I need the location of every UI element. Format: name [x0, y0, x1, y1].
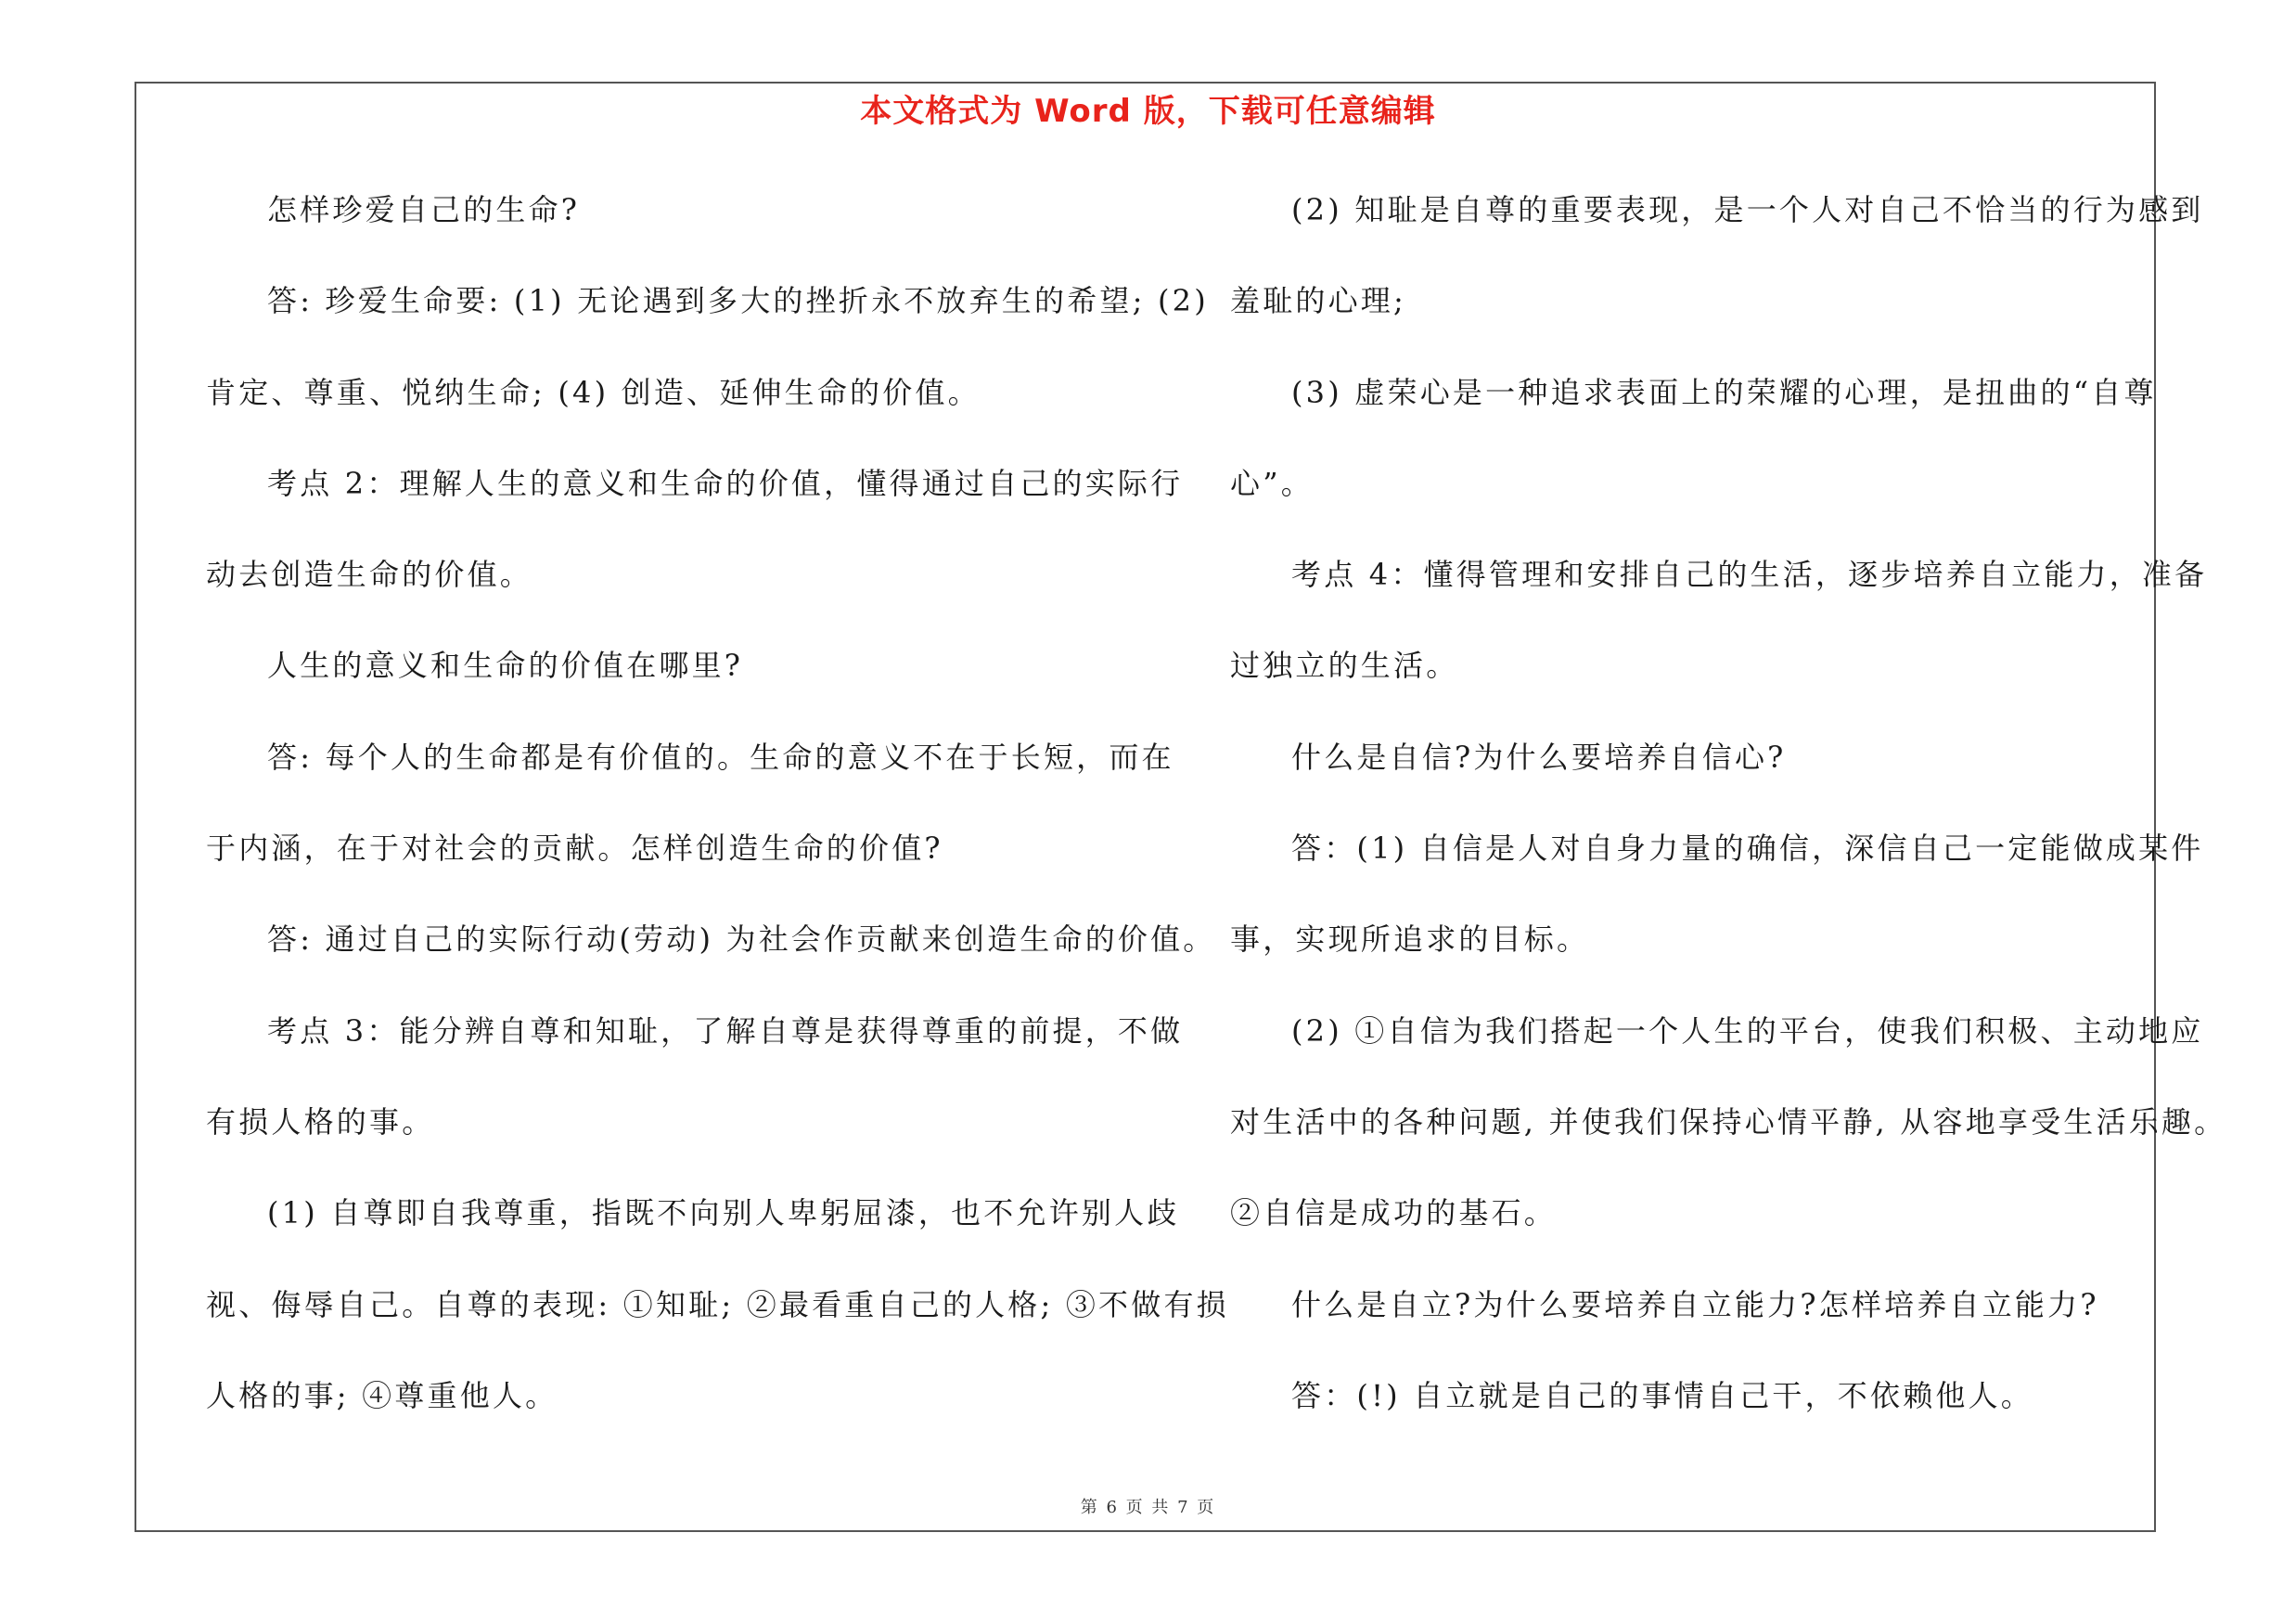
text-line: 答: 通过自己的实际行动(劳动) 为社会作贡献来创造生命的价值。: [267, 921, 1216, 958]
text-line: 考点 2：理解人生的意义和生命的价值，懂得通过自己的实际行: [267, 465, 1184, 501]
text-line: 答: 珍爱生命要: (1) 无论遇到多大的挫折永不放弃生的希望; (2): [267, 283, 1209, 319]
text-line: 怎样珍爱自己的生命?: [267, 192, 581, 227]
text-line: 视、侮辱自己。自尊的表现: ①知耻; ②最看重自己的人格; ③不做有损: [206, 1286, 1229, 1322]
text-line: (2) ①自信为我们搭起一个人生的平台，使我们积极、主动地应: [1291, 1012, 2204, 1049]
text-line: 心”。: [1230, 465, 1314, 501]
text-line: 羞耻的心理;: [1230, 283, 1406, 319]
text-line: (3) 虚荣心是一种追求表面上的荣耀的心理，是扭曲的“自尊: [1291, 374, 2157, 410]
text-line: 考点 3：能分辨自尊和知耻，了解自尊是获得尊重的前提，不做: [267, 1012, 1184, 1049]
text-line: 对生活中的各种问题, 并使我们保持心情平静, 从容地享受生活乐趣。: [1230, 1103, 2227, 1140]
word-format-banner: 本文格式为 Word 版，下载可任意编辑: [860, 93, 1436, 130]
text-line: 事，实现所追求的目标。: [1230, 921, 1590, 958]
text-line: 人生的意义和生命的价值在哪里?: [267, 648, 744, 684]
left-text-column: [206, 182, 1229, 1459]
text-line: ②自信是成功的基石。: [1230, 1195, 1558, 1231]
text-line: 动去创造生命的价值。: [206, 557, 533, 593]
text-line: 什么是自立?为什么要培养自立能力?怎样培养自立能力?: [1291, 1286, 2099, 1322]
text-line: (1) 自尊即自我尊重，指既不向别人卑躬屈漆，也不允许别人歧: [267, 1195, 1180, 1231]
page-number-footer: 第 6 页 共 7 页: [1080, 1498, 1216, 1517]
text-line: 人格的事; ④尊重他人。: [206, 1377, 558, 1413]
right-text-column: [1230, 182, 2227, 1459]
text-line: 答：(1) 自信是人对自身力量的确信，深信自己一定能做成某件: [1291, 831, 2204, 867]
text-line: 什么是自信?为什么要培养自信心?: [1291, 739, 1787, 775]
text-line: 答: 每个人的生命都是有价值的。生命的意义不在于长短，而在: [267, 739, 1174, 775]
text-line: 答：(!) 自立就是自己的事情自己干，不依赖他人。: [1291, 1377, 2034, 1413]
text-line: 过独立的生活。: [1230, 648, 1459, 684]
text-line: 于内涵，在于对社会的贡献。怎样创造生命的价值?: [206, 831, 943, 867]
text-line: (2) 知耻是自尊的重要表现，是一个人对自己不恰当的行为感到: [1291, 192, 2204, 227]
text-line: 有损人格的事。: [206, 1103, 435, 1140]
text-line: 考点 4：懂得管理和安排自己的生活，逐步培养自立能力，准备: [1291, 557, 2208, 593]
text-line: 肯定、尊重、悦纳生命; (4) 创造、延伸生命的价值。: [206, 374, 981, 410]
